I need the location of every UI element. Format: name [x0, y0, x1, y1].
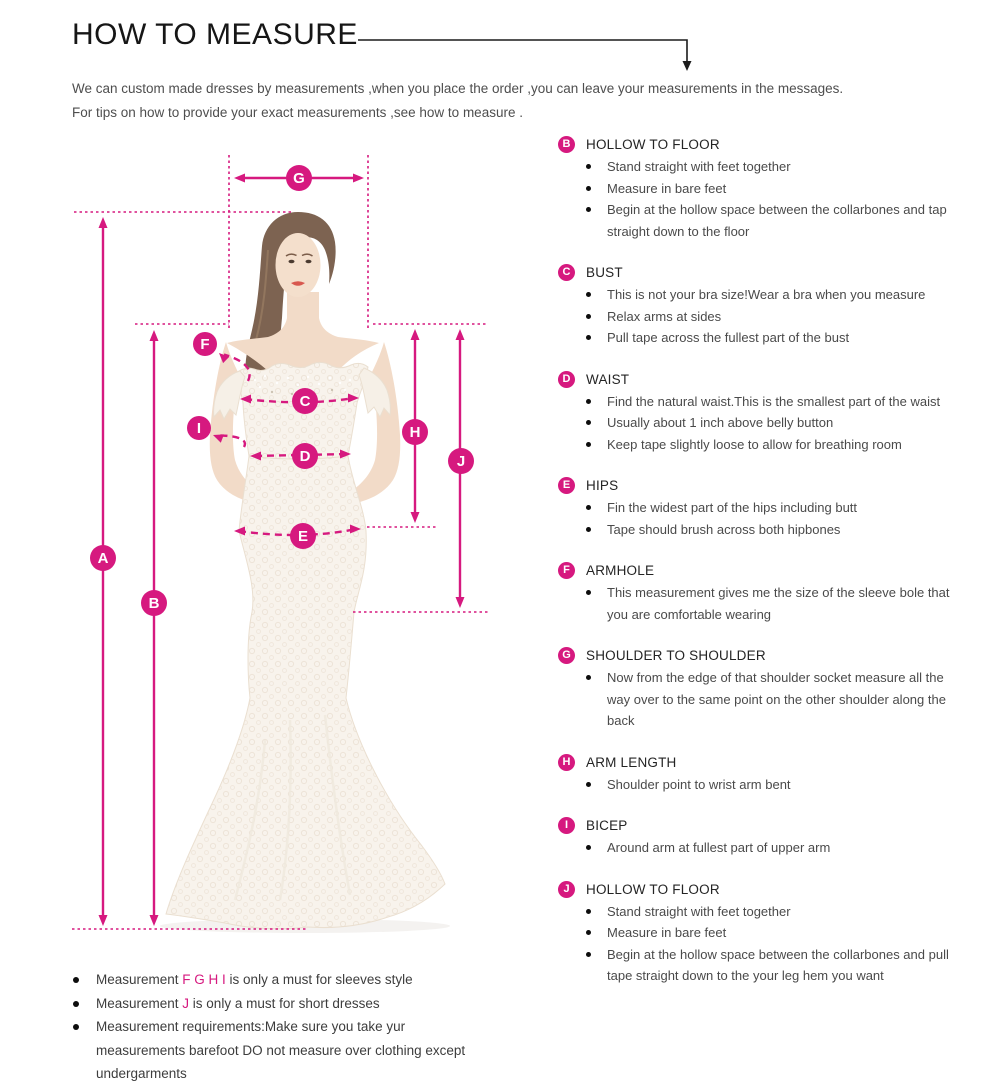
section-waist — [558, 371, 988, 456]
bullet: Measure in bare feet — [585, 178, 953, 200]
svg-text:C: C — [299, 393, 311, 410]
figure-label-a — [90, 545, 116, 571]
note-text: is only a must for short dresses — [189, 995, 380, 1011]
note-text: is only a must for sleeves style — [225, 972, 413, 987]
section-hips — [558, 477, 988, 540]
bullet: Keep tape slightly loose to allow for breathing room — [585, 434, 953, 456]
face-shape — [276, 233, 321, 297]
svg-text:A: A — [97, 550, 109, 567]
section-bicep — [558, 817, 988, 859]
section-title: WAIST — [586, 371, 630, 387]
section-title: BUST — [586, 265, 623, 280]
section-hollow-to-floor-b — [558, 136, 988, 242]
bullet: Pull tape across the fullest part of the bust — [585, 327, 953, 349]
bullet: Now from the edge of that shoulder socket measure all the way over to the same point on the other shoulder along the back — [585, 667, 953, 732]
badge-g: G — [558, 647, 575, 664]
bullet: Measure in bare feet — [585, 922, 953, 944]
note-short-dresses — [72, 992, 492, 1016]
bullet: Fin the widest part of the hips including butt — [585, 497, 953, 519]
title-pointer-arrow-icon — [350, 28, 710, 78]
bullet: This measurement gives me the size of the sleeve bole that you are comfortable wearing — [585, 582, 953, 625]
figure-label-b — [141, 590, 167, 616]
badge-f: F — [558, 562, 575, 579]
bullet: This is not your bra size!Wear a bra when you measure — [585, 284, 953, 306]
badge-d: D — [558, 371, 575, 388]
svg-text:G: G — [293, 170, 305, 187]
svg-text:H: H — [409, 424, 421, 441]
bullet: Shoulder point to wrist arm bent — [585, 774, 953, 796]
svg-text:F: F — [200, 336, 210, 353]
bullet: Usually about 1 inch above belly button — [585, 412, 953, 434]
section-bust — [558, 264, 988, 349]
badge-i: I — [558, 817, 575, 834]
figure-label-d — [292, 443, 318, 469]
note-text: Measurement — [96, 972, 183, 987]
note-text: Measurement requirements:Make sure you take yur measurements barefoot DO not measure over clothing except undergarments — [96, 1019, 466, 1081]
section-title: ARMHOLE — [586, 563, 655, 578]
intro-line-1: We can custom made dresses by measurements ,when you place the order ,you can leave your measurements in the messages. — [72, 81, 844, 96]
intro-paragraph — [72, 77, 843, 125]
svg-text:J: J — [456, 453, 466, 470]
footnotes — [72, 968, 492, 1086]
note-requirements — [72, 1015, 492, 1086]
bullet: Tape should brush across both hipbones — [585, 519, 953, 541]
badge-c: C — [558, 264, 575, 281]
bullet: Find the natural waist.This is the smallest part of the waist — [585, 391, 953, 413]
note-text: Measurement — [96, 995, 183, 1011]
note-sleeves-style — [72, 968, 492, 992]
figure-label-j — [448, 448, 474, 474]
section-armhole — [558, 562, 988, 625]
figure-label-f — [193, 332, 217, 356]
section-title: HOLLOW TO FLOOR — [586, 137, 720, 152]
section-title: HOLLOW TO FLOOR — [586, 881, 720, 897]
bullet: Begin at the hollow space between the collarbones and pull tape straight down to the your leg hem you want — [585, 944, 953, 987]
intro-line-2: For tips on how to provide your exact measurements ,see how to measure . — [72, 105, 523, 120]
section-shoulder-to-shoulder — [558, 647, 988, 732]
section-title: HIPS — [586, 478, 619, 493]
figure-label-c — [292, 388, 318, 414]
badge-e: E — [558, 477, 575, 494]
section-title: ARM LENGTH — [586, 754, 677, 770]
badge-j: J — [558, 881, 575, 898]
bullet: Around arm at fullest part of upper arm — [585, 837, 953, 859]
section-title: BICEP — [586, 818, 628, 833]
svg-text:E: E — [297, 528, 309, 545]
section-arm-length — [558, 754, 988, 796]
badge-b: B — [558, 136, 575, 153]
svg-text:B: B — [148, 595, 160, 612]
figure-label-g — [286, 165, 312, 191]
note-highlight: J — [182, 995, 190, 1011]
measurement-instructions — [558, 136, 988, 1009]
bullet: Relax arms at sides — [585, 306, 953, 328]
measurement-figure — [40, 140, 510, 952]
figure-label-h — [402, 419, 428, 445]
badge-h: H — [558, 754, 575, 771]
bullet: Stand straight with feet together — [585, 156, 953, 178]
model-illustration — [160, 212, 450, 933]
figure-label-e — [290, 523, 316, 549]
section-title: SHOULDER TO SHOULDER — [586, 648, 766, 663]
note-highlight: F G H I — [182, 972, 226, 987]
bullet: Begin at the hollow space between the collarbones and tap straight down to the floor — [585, 199, 953, 242]
bullet: Stand straight with feet together — [585, 901, 953, 923]
page-title: HOW TO MEASURE — [72, 18, 358, 51]
section-hollow-to-floor-j — [558, 881, 988, 987]
svg-text:D: D — [299, 448, 311, 465]
svg-text:I: I — [196, 420, 202, 437]
figure-label-i — [187, 416, 211, 440]
